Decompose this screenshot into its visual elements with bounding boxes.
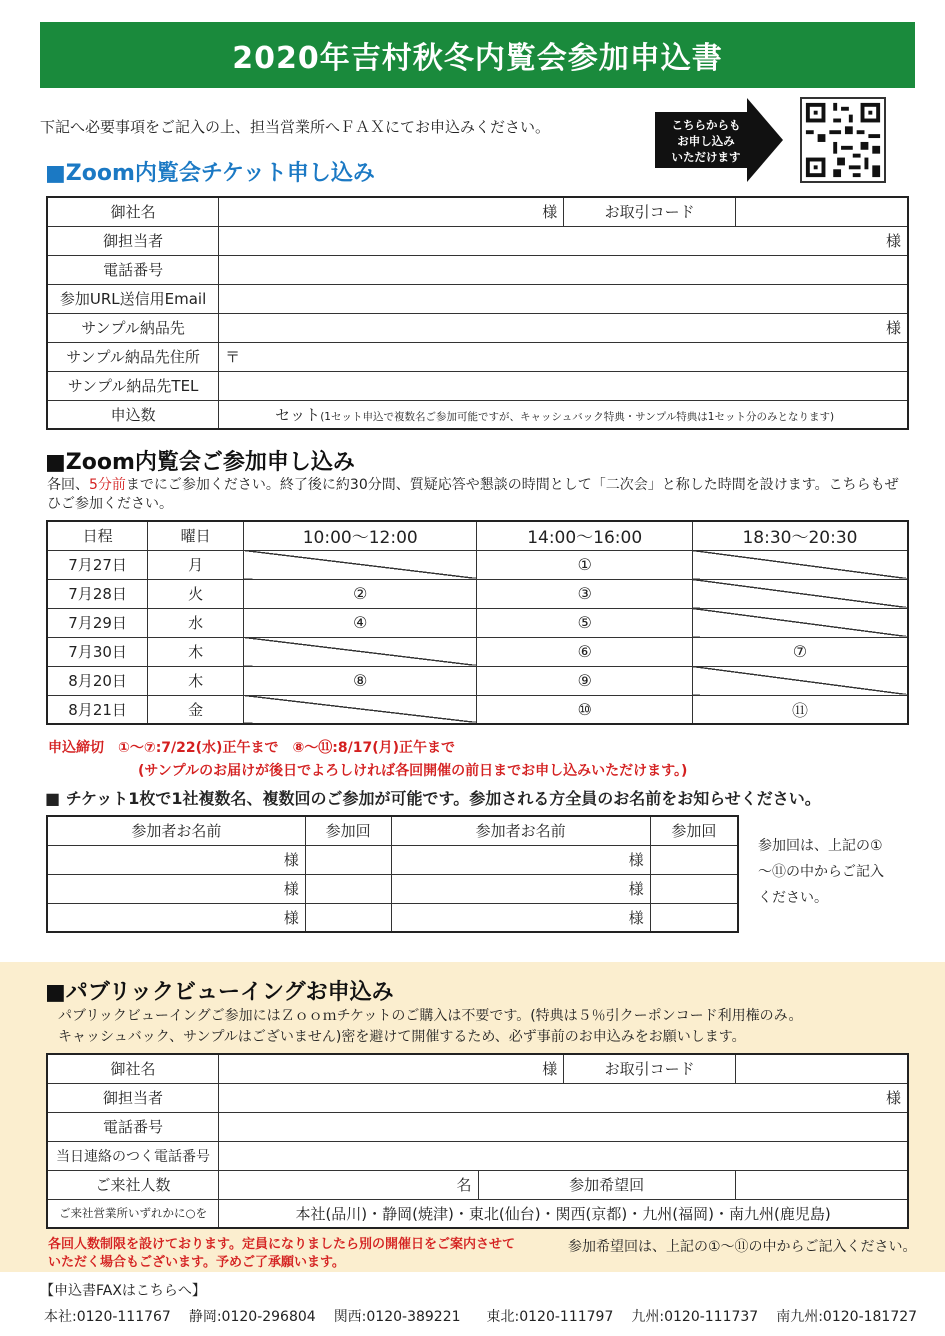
schedule-date: 7月29日 bbox=[47, 608, 148, 637]
schedule-date: 8月20日 bbox=[47, 666, 148, 695]
schedule-day: 水 bbox=[148, 608, 244, 637]
schedule-day: 木 bbox=[148, 637, 244, 666]
sample-address-input[interactable]: 〒 bbox=[219, 342, 908, 371]
schedule-row bbox=[47, 637, 908, 666]
participant-names-heading: ■ チケット1枚で1社複数名、複数回のご参加が可能です。参加される方全員のお名前をお知らせください。 bbox=[45, 789, 821, 808]
sample-tel-input[interactable] bbox=[219, 371, 908, 400]
deadline-line: 申込締切 ①〜⑦:7/22(水)正午まで ⑧〜⑪:8/17(月)正午まで bbox=[48, 740, 456, 756]
session-slot[interactable]: ① bbox=[477, 550, 693, 579]
header-slot-2: 14:00〜16:00 bbox=[477, 521, 693, 550]
form-row bbox=[47, 1112, 908, 1141]
header-date: 日程 bbox=[47, 521, 148, 550]
pv-trade-code-label: お取引コード bbox=[564, 1054, 736, 1083]
unavailable-slot bbox=[692, 608, 908, 637]
schedule-day: 木 bbox=[148, 666, 244, 695]
schedule-day: 月 bbox=[148, 550, 244, 579]
participant-name-input[interactable]: 様 bbox=[391, 845, 650, 874]
company-input[interactable]: 様 bbox=[219, 197, 564, 226]
trade-code-input[interactable] bbox=[735, 197, 908, 226]
schedule-row bbox=[47, 579, 908, 608]
fax-number: 九州:0120-111737 bbox=[631, 1309, 759, 1325]
public-viewing-description: パブリックビューイングご参加にはＺｏｏｍチケットのご購入は不要です。(特典は５％引クーポンコード利用権のみ。 キャッシュバック、サンプルはございません)密を避けて開催するため、必ず事前のお申込みをお願いします。 bbox=[58, 1008, 803, 1045]
pv-company-input[interactable]: 様 bbox=[219, 1054, 564, 1083]
deadline-note: (サンプルのお届けが後日でよろしければ各回開催の前日までお申し込みいただけます。) bbox=[138, 763, 688, 779]
header-day: 曜日 bbox=[148, 521, 244, 550]
session-slot[interactable]: ⑥ bbox=[477, 637, 693, 666]
unavailable-slot bbox=[692, 666, 908, 695]
session-slot[interactable]: ⑩ bbox=[477, 695, 693, 724]
schedule-date: 7月27日 bbox=[47, 550, 148, 579]
pv-contact-input[interactable]: 様 bbox=[219, 1083, 908, 1112]
pv-trade-code-input[interactable] bbox=[735, 1054, 908, 1083]
fax-number: 関西:0120-389221 bbox=[333, 1309, 461, 1325]
pv-phone-label: 電話番号 bbox=[47, 1112, 219, 1141]
form-row bbox=[47, 371, 908, 400]
schedule-date: 7月30日 bbox=[47, 637, 148, 666]
form-row bbox=[47, 400, 908, 429]
form-row bbox=[47, 226, 908, 255]
pv-office-label: ご来社営業所いずれかに○を bbox=[47, 1199, 219, 1228]
form-row bbox=[47, 313, 908, 342]
public-viewing-heading: ■パブリックビューイングお申込み bbox=[45, 980, 394, 1005]
contact-person-input[interactable]: 様 bbox=[219, 226, 908, 255]
fax-number: 本社:0120-111767 bbox=[44, 1309, 171, 1325]
session-slot[interactable]: ⑦ bbox=[692, 637, 908, 666]
schedule-date: 8月21日 bbox=[47, 695, 148, 724]
schedule-row bbox=[47, 666, 908, 695]
session-slot[interactable]: ③ bbox=[477, 579, 693, 608]
zoom-ticket-form bbox=[46, 196, 909, 430]
session-side-note: 参加回は、上記の① 〜⑪の中からご記入 ください。 bbox=[758, 838, 884, 906]
participant-row bbox=[47, 874, 738, 903]
sample-dest-label: サンプル納品先 bbox=[47, 313, 219, 342]
participant-session-input[interactable] bbox=[305, 874, 391, 903]
header-slot-3: 18:30〜20:30 bbox=[692, 521, 908, 550]
schedule-date: 7月28日 bbox=[47, 579, 148, 608]
unavailable-slot bbox=[244, 695, 477, 724]
pv-company-label: 御社名 bbox=[47, 1054, 219, 1083]
participant-session-input[interactable] bbox=[650, 874, 738, 903]
form-row bbox=[47, 1199, 908, 1228]
arrow-caption: こちらからも お申し込み いただけます bbox=[671, 118, 741, 164]
pv-visitors-input[interactable]: 名 bbox=[219, 1170, 478, 1199]
limit-note: 各回人数制限を設けております。定員になりましたら別の開催日をご案内させて いただく場合もございます。予めご了承願います。 bbox=[48, 1237, 515, 1270]
participant-session-input[interactable] bbox=[650, 903, 738, 932]
public-viewing-form bbox=[46, 1053, 909, 1229]
participant-table bbox=[46, 815, 739, 933]
unavailable-slot bbox=[692, 579, 908, 608]
participant-session-input[interactable] bbox=[305, 845, 391, 874]
participation-description: 各回、5分前までにご参加ください。終了後に約30分間、質疑応答や懇談の時間として「二次会」と称した時間を設けます。こちらもぜひご参加ください。 bbox=[47, 477, 899, 512]
trade-code-label: お取引コード bbox=[564, 197, 736, 226]
quantity-label: 申込数 bbox=[47, 400, 219, 429]
form-row bbox=[47, 1170, 908, 1199]
email-label: 参加URL送信用Email bbox=[47, 284, 219, 313]
pv-hope-session-label: 参加希望回 bbox=[478, 1170, 735, 1199]
pv-phone-input[interactable] bbox=[219, 1112, 908, 1141]
schedule-row bbox=[47, 550, 908, 579]
session-slot[interactable]: ④ bbox=[244, 608, 477, 637]
schedule-row bbox=[47, 608, 908, 637]
pv-contact-label: 御担当者 bbox=[47, 1083, 219, 1112]
unavailable-slot bbox=[244, 550, 477, 579]
session-slot[interactable]: ⑪ bbox=[692, 695, 908, 724]
header-name-2: 参加者お名前 bbox=[391, 816, 650, 845]
participant-header-row bbox=[47, 816, 738, 845]
intro-text: 下記へ必要事項をご記入の上、担当営業所へＦＡＸにてお申込みください。 bbox=[40, 118, 551, 136]
pv-hope-session-input[interactable] bbox=[735, 1170, 908, 1199]
participant-name-input[interactable]: 様 bbox=[391, 903, 650, 932]
header-session-2: 参加回 bbox=[650, 816, 738, 845]
contact-person-label: 御担当者 bbox=[47, 226, 219, 255]
pv-visitors-label: ご来社人数 bbox=[47, 1170, 219, 1199]
hope-session-note: 参加希望回は、上記の①〜⑪の中からご記入ください。 bbox=[568, 1239, 917, 1255]
session-slot[interactable]: ② bbox=[244, 579, 477, 608]
participant-row bbox=[47, 903, 738, 932]
participant-row bbox=[47, 845, 738, 874]
phone-label: 電話番号 bbox=[47, 255, 219, 284]
form-row bbox=[47, 197, 908, 226]
form-row bbox=[47, 1054, 908, 1083]
header-name-1: 参加者お名前 bbox=[47, 816, 305, 845]
quantity-input[interactable]: セット(1セット申込で複数名ご参加可能ですが、キャッシュバック特典・サンプル特典は1セット分のみとなります) bbox=[219, 400, 908, 429]
form-row bbox=[47, 284, 908, 313]
header-session-1: 参加回 bbox=[305, 816, 391, 845]
section-zoom-participation-heading: ■Zoom内覧会ご参加申し込み bbox=[45, 450, 355, 475]
pv-sameday-phone-input[interactable] bbox=[219, 1141, 908, 1170]
participant-name-input[interactable]: 様 bbox=[391, 874, 650, 903]
phone-input[interactable] bbox=[219, 255, 908, 284]
participant-name-input[interactable]: 様 bbox=[47, 874, 305, 903]
sample-dest-input[interactable]: 様 bbox=[219, 313, 908, 342]
form-row bbox=[47, 342, 908, 371]
fax-title: 【申込書FAXはこちらへ】 bbox=[40, 1283, 206, 1299]
unavailable-slot bbox=[692, 550, 908, 579]
form-row bbox=[47, 1141, 908, 1170]
session-slot[interactable]: ⑧ bbox=[244, 666, 477, 695]
participant-session-input[interactable] bbox=[305, 903, 391, 932]
page-title: 2020年吉村秋冬内覧会参加申込書 bbox=[40, 22, 915, 88]
fax-number: 東北:0120-111797 bbox=[486, 1309, 614, 1325]
schedule-table bbox=[46, 520, 909, 725]
fax-numbers bbox=[44, 1306, 935, 1326]
form-row bbox=[47, 255, 908, 284]
pv-sameday-phone-label: 当日連絡のつく電話番号 bbox=[47, 1141, 219, 1170]
pv-office-choices[interactable]: 本社(品川)・静岡(焼津)・東北(仙台)・関西(京都)・九州(福岡)・南九州(鹿児島) bbox=[219, 1199, 908, 1228]
email-input[interactable] bbox=[219, 284, 908, 313]
schedule-header-row bbox=[47, 521, 908, 550]
company-label: 御社名 bbox=[47, 197, 219, 226]
sample-address-label: サンプル納品先住所 bbox=[47, 342, 219, 371]
participant-name-input[interactable]: 様 bbox=[47, 845, 305, 874]
header-slot-1: 10:00〜12:00 bbox=[244, 521, 477, 550]
schedule-day: 金 bbox=[148, 695, 244, 724]
fax-number: 南九州:0120-181727 bbox=[776, 1309, 918, 1325]
schedule-day: 火 bbox=[148, 579, 244, 608]
section-zoom-ticket-heading: ■Zoom内覧会チケット申し込み bbox=[45, 161, 375, 186]
schedule-row bbox=[47, 695, 908, 724]
form-row bbox=[47, 1083, 908, 1112]
fax-number: 静岡:0120-296804 bbox=[188, 1309, 316, 1325]
qr-code-icon[interactable] bbox=[800, 97, 886, 183]
sample-tel-label: サンプル納品先TEL bbox=[47, 371, 219, 400]
participant-name-input[interactable]: 様 bbox=[47, 903, 305, 932]
unavailable-slot bbox=[244, 637, 477, 666]
session-slot[interactable]: ⑤ bbox=[477, 608, 693, 637]
participant-session-input[interactable] bbox=[650, 845, 738, 874]
session-slot[interactable]: ⑨ bbox=[477, 666, 693, 695]
